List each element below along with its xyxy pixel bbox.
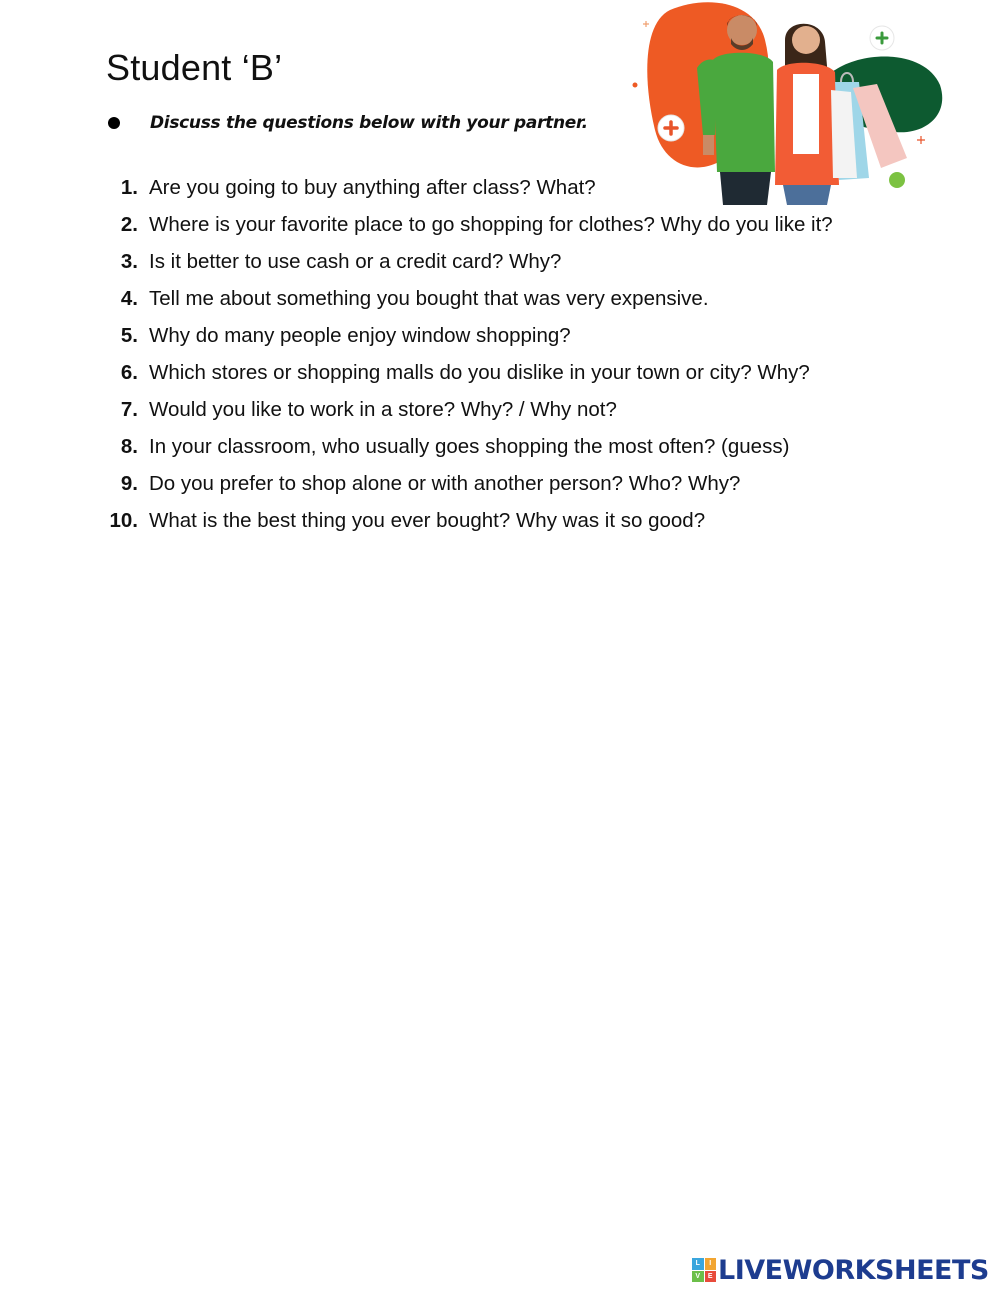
question-text: Which stores or shopping malls do you dislike in your town or city? Why? (149, 361, 810, 384)
question-number: 1. (120, 176, 138, 199)
question-text: Do you prefer to shop alone or with another person? Who? Why? (149, 472, 741, 495)
question-item (100, 398, 833, 435)
instruction-text: Discuss the questions below with your partner. (150, 113, 588, 133)
question-number: 9. (120, 472, 138, 495)
question-item (100, 509, 833, 546)
question-number: 4. (120, 287, 138, 310)
question-item (100, 361, 833, 398)
logo-text: LIVEWORKSHEETS (718, 1254, 989, 1286)
question-number: 5. (120, 324, 138, 347)
woman-head (792, 26, 820, 54)
question-text: In your classroom, who usually goes shopping the most often? (guess) (149, 435, 790, 458)
logo-letter: E (705, 1271, 717, 1283)
question-item (100, 324, 833, 361)
man-shirt (713, 53, 775, 172)
question-item (100, 213, 833, 250)
page-title: Student ‘B’ (106, 47, 283, 88)
question-text: Tell me about something you bought that was very expensive. (149, 287, 709, 310)
question-item (100, 250, 833, 287)
question-text: Where is your favorite place to go shopping for clothes? Why do you like it? (149, 213, 833, 236)
question-number: 7. (120, 398, 138, 421)
question-number: 10. (109, 509, 138, 532)
liveworksheets-logo[interactable] (692, 1255, 989, 1285)
logo-letter: V (692, 1271, 704, 1283)
couple-shopping-illustration (625, 0, 945, 205)
question-item (100, 435, 833, 472)
green-dot (889, 172, 905, 188)
question-number: 6. (120, 361, 138, 384)
instruction-row (108, 110, 588, 136)
logo-letter: L (692, 1258, 704, 1270)
question-item (100, 472, 833, 509)
question-list (100, 176, 833, 546)
question-text: Is it better to use cash or a credit card? Why? (149, 250, 562, 273)
question-text: Would you like to work in a store? Why? / Why not? (149, 398, 617, 421)
question-number: 2. (120, 213, 138, 236)
question-text: Why do many people enjoy window shopping? (149, 324, 571, 347)
question-item (100, 287, 833, 324)
bullet-dot (108, 117, 120, 129)
logo-mark-icon (692, 1258, 716, 1282)
question-number: 8. (120, 435, 138, 458)
question-text: What is the best thing you ever bought? Why was it so good? (149, 509, 706, 532)
question-text: Are you going to buy anything after class? What? (149, 176, 596, 199)
question-number: 3. (120, 250, 138, 273)
logo-letter: I (705, 1258, 717, 1270)
